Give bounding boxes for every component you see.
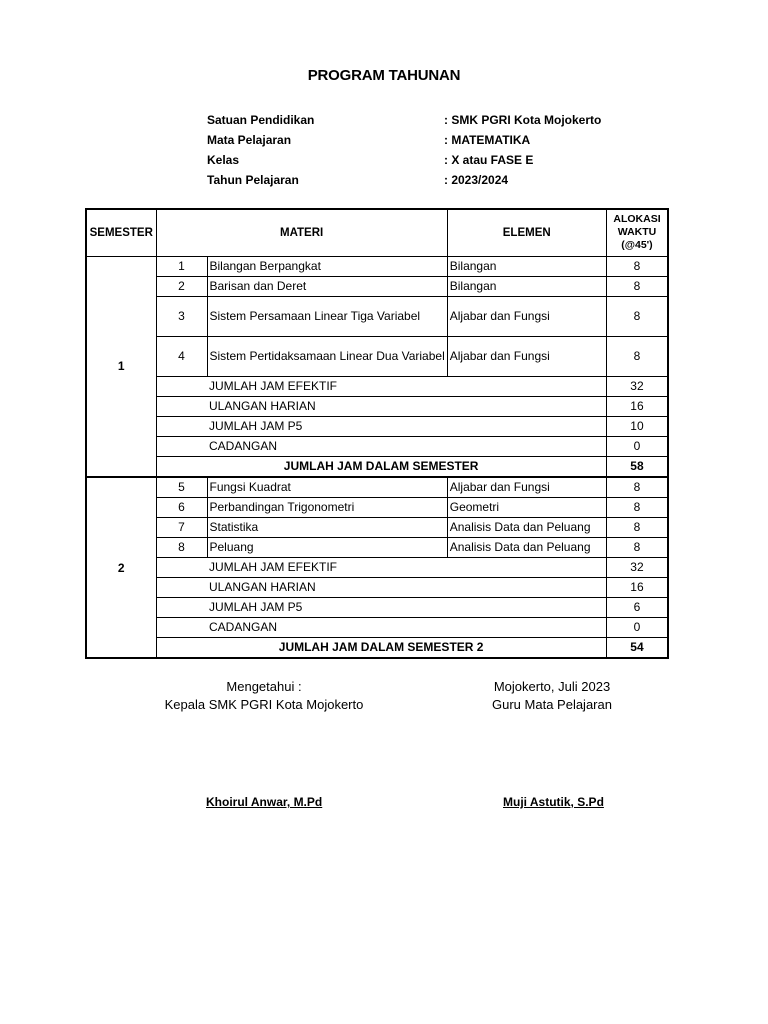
header-alokasi: ALOKASI WAKTU (@45') xyxy=(606,209,668,256)
table-row xyxy=(86,256,668,276)
sign-left-line1: Mengetahui : xyxy=(226,679,302,694)
row-elemen: Bilangan xyxy=(447,256,606,276)
row-number: 3 xyxy=(156,296,207,336)
document-title: PROGRAM TAHUNAN xyxy=(307,67,461,84)
meta-value: : MATEMATIKA xyxy=(444,133,531,147)
meta-value: : 2023/2024 xyxy=(444,173,509,187)
row-elemen: Aljabar dan Fungsi xyxy=(447,336,606,376)
row-waktu: 8 xyxy=(606,477,668,497)
total-value: 54 xyxy=(606,637,668,658)
total-value: 58 xyxy=(606,456,668,477)
semester-2-label: 2 xyxy=(86,477,156,658)
signature-right-block xyxy=(470,679,634,712)
header-materi: MATERI xyxy=(156,209,447,256)
table-row xyxy=(86,276,668,296)
document-meta xyxy=(207,111,627,191)
summary-label: ULANGAN HARIAN xyxy=(207,577,606,597)
summary-row xyxy=(86,416,668,436)
summary-row xyxy=(86,557,668,577)
row-number: 5 xyxy=(156,477,207,497)
summary-row xyxy=(86,597,668,617)
row-waktu: 8 xyxy=(606,517,668,537)
row-materi: Barisan dan Deret xyxy=(207,276,447,296)
summary-row xyxy=(86,396,668,416)
table-row xyxy=(86,537,668,557)
signature-left-block xyxy=(140,679,388,712)
summary-label: JUMLAH JAM P5 xyxy=(207,416,606,436)
meta-value: : X atau FASE E xyxy=(444,153,534,167)
row-materi: Peluang xyxy=(207,537,447,557)
row-waktu: 8 xyxy=(606,336,668,376)
total-label: JUMLAH JAM DALAM SEMESTER 2 xyxy=(156,637,606,658)
table-row xyxy=(86,296,668,336)
header-elemen: ELEMEN xyxy=(447,209,606,256)
summary-row xyxy=(86,577,668,597)
table-row xyxy=(86,336,668,376)
table-row xyxy=(86,497,668,517)
summary-label: JUMLAH JAM EFEKTIF xyxy=(207,376,606,396)
meta-row-kelas xyxy=(207,151,627,171)
row-materi: Bilangan Berpangkat xyxy=(207,256,447,276)
row-waktu: 8 xyxy=(606,537,668,557)
row-materi: Sistem Persamaan Linear Tiga Variabel xyxy=(207,296,447,336)
meta-label: Tahun Pelajaran xyxy=(207,173,299,187)
row-waktu: 8 xyxy=(606,497,668,517)
total-row xyxy=(86,456,668,477)
semester-1-label: 1 xyxy=(86,256,156,477)
row-elemen: Aljabar dan Fungsi xyxy=(447,477,606,497)
meta-label: Kelas xyxy=(207,153,240,167)
row-waktu: 8 xyxy=(606,276,668,296)
row-number: 8 xyxy=(156,537,207,557)
row-materi: Perbandingan Trigonometri xyxy=(207,497,447,517)
summary-value: 0 xyxy=(606,617,668,637)
row-waktu: 8 xyxy=(606,296,668,336)
row-materi: Sistem Pertidaksamaan Linear Dua Variabel xyxy=(207,336,447,376)
row-waktu: 8 xyxy=(606,256,668,276)
meta-row-mapel xyxy=(207,131,627,151)
sign-right-line2: Guru Mata Pelajaran xyxy=(492,697,612,712)
row-number: 2 xyxy=(156,276,207,296)
meta-label: Mata Pelajaran xyxy=(207,133,292,147)
meta-row-satuan xyxy=(207,111,627,131)
row-materi: Statistika xyxy=(207,517,447,537)
row-number: 7 xyxy=(156,517,207,537)
meta-row-tahun xyxy=(207,171,627,191)
total-label: JUMLAH JAM DALAM SEMESTER xyxy=(156,456,606,477)
row-number: 4 xyxy=(156,336,207,376)
summary-label: CADANGAN xyxy=(207,617,606,637)
sign-right-line1: Mojokerto, Juli 2023 xyxy=(493,679,611,694)
summary-value: 32 xyxy=(606,557,668,577)
row-number: 6 xyxy=(156,497,207,517)
table-row xyxy=(86,477,668,497)
total-row xyxy=(86,637,668,658)
meta-value: : SMK PGRI Kota Mojokerto xyxy=(444,113,602,127)
table-row xyxy=(86,517,668,537)
row-elemen: Analisis Data dan Peluang xyxy=(447,537,606,557)
header-semester: SEMESTER xyxy=(86,209,156,256)
program-table xyxy=(85,208,669,659)
row-number: 1 xyxy=(156,256,207,276)
row-elemen: Bilangan xyxy=(447,276,606,296)
summary-label: JUMLAH JAM EFEKTIF xyxy=(207,557,606,577)
row-materi: Fungsi Kuadrat xyxy=(207,477,447,497)
summary-value: 16 xyxy=(606,577,668,597)
row-elemen: Analisis Data dan Peluang xyxy=(447,517,606,537)
summary-value: 32 xyxy=(606,376,668,396)
summary-value: 6 xyxy=(606,597,668,617)
summary-value: 16 xyxy=(606,396,668,416)
table-header-row xyxy=(86,209,668,256)
summary-label: JUMLAH JAM P5 xyxy=(207,597,606,617)
summary-value: 0 xyxy=(606,436,668,456)
summary-row xyxy=(86,617,668,637)
summary-value: 10 xyxy=(606,416,668,436)
summary-row xyxy=(86,376,668,396)
sign-left-line2: Kepala SMK PGRI Kota Mojokerto xyxy=(164,697,364,712)
meta-label: Satuan Pendidikan xyxy=(207,113,315,127)
teacher-name: Muji Astutik, S.Pd xyxy=(503,795,604,809)
summary-label: ULANGAN HARIAN xyxy=(207,396,606,416)
summary-row xyxy=(86,436,668,456)
summary-label: CADANGAN xyxy=(207,436,606,456)
row-elemen: Geometri xyxy=(447,497,606,517)
row-elemen: Aljabar dan Fungsi xyxy=(447,296,606,336)
principal-name: Khoirul Anwar, M.Pd xyxy=(206,795,323,809)
